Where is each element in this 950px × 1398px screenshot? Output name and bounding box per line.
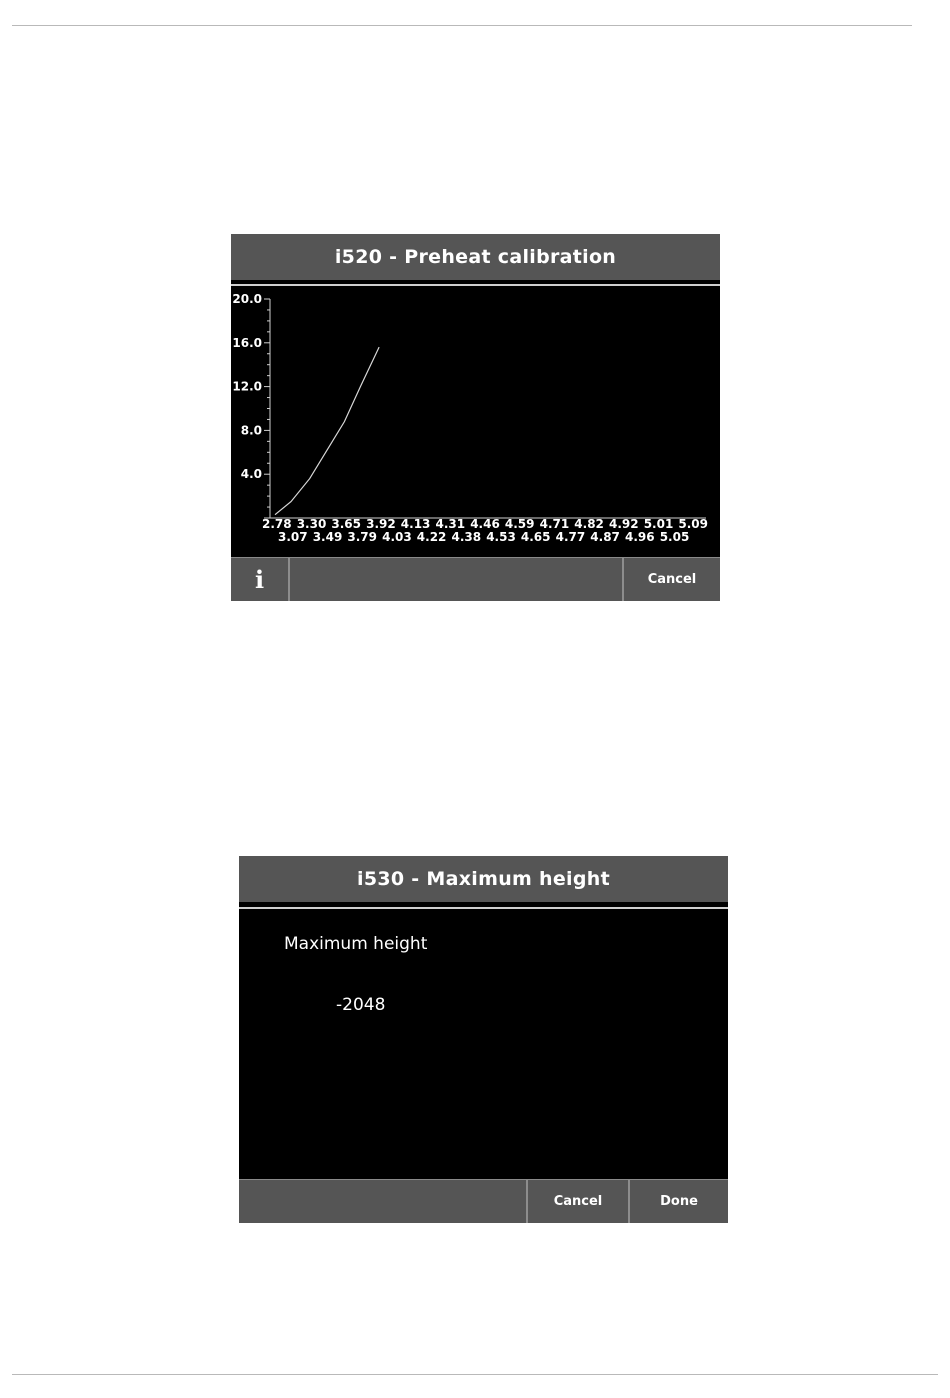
x-tick-label: 4.22 (416, 530, 447, 544)
x-tick-label: 4.38 (451, 530, 482, 544)
title-divider (239, 907, 728, 909)
cancel-button[interactable]: Cancel (526, 1180, 628, 1223)
x-tick-label: 4.92 (609, 517, 639, 531)
preheat-calibration-dialog (231, 234, 720, 601)
x-tick-label: 4.46 (470, 517, 500, 531)
page-top-rule (12, 25, 912, 26)
x-tick-label: 3.07 (278, 530, 308, 544)
x-tick-label: 3.49 (312, 530, 343, 544)
x-tick-label: 4.65 (520, 530, 551, 544)
x-tick-label: 3.65 (331, 517, 362, 531)
y-tick-label: 4.0 (240, 467, 262, 482)
maximum-height-dialog (239, 856, 728, 1223)
dialog-footer (231, 557, 720, 601)
x-tick-label: 4.87 (590, 530, 620, 544)
x-tick-label: 4.82 (574, 517, 604, 531)
maximum-height-label: Maximum height (284, 934, 428, 954)
x-tick-label: 2.78 (262, 517, 292, 531)
dialog-title: i530 - Maximum height (239, 856, 728, 902)
x-tick-label: 4.71 (539, 517, 570, 531)
x-tick-label: 4.77 (555, 530, 586, 544)
x-tick-label: 3.30 (296, 517, 327, 531)
y-tick-label: 12.0 (232, 379, 262, 394)
y-tick-label: 20.0 (232, 292, 262, 306)
x-tick-label: 4.03 (382, 530, 412, 544)
x-tick-label: 4.59 (504, 517, 535, 531)
x-tick-label: 4.96 (625, 530, 655, 544)
page-bottom-rule (12, 1374, 938, 1375)
dialog-title: i520 - Preheat calibration (231, 234, 720, 280)
x-tick-label: 4.31 (435, 517, 466, 531)
info-button[interactable]: i (231, 558, 290, 601)
x-tick-label: 3.92 (366, 517, 396, 531)
x-tick-label: 4.53 (486, 530, 516, 544)
done-button[interactable]: Done (628, 1180, 728, 1223)
dialog-footer (239, 1179, 728, 1223)
x-tick-label: 5.09 (678, 517, 709, 531)
cancel-button[interactable]: Cancel (622, 558, 720, 601)
preheat-calibration-chart (231, 286, 720, 544)
y-tick-label: 16.0 (232, 335, 262, 350)
x-tick-label: 4.13 (400, 517, 431, 531)
calibration-curve (275, 347, 379, 515)
y-tick-label: 8.0 (240, 423, 262, 438)
x-tick-label: 3.79 (347, 530, 378, 544)
x-tick-label: 5.01 (643, 517, 674, 531)
x-tick-label: 5.05 (659, 530, 690, 544)
maximum-height-value[interactable]: -2048 (336, 995, 386, 1015)
